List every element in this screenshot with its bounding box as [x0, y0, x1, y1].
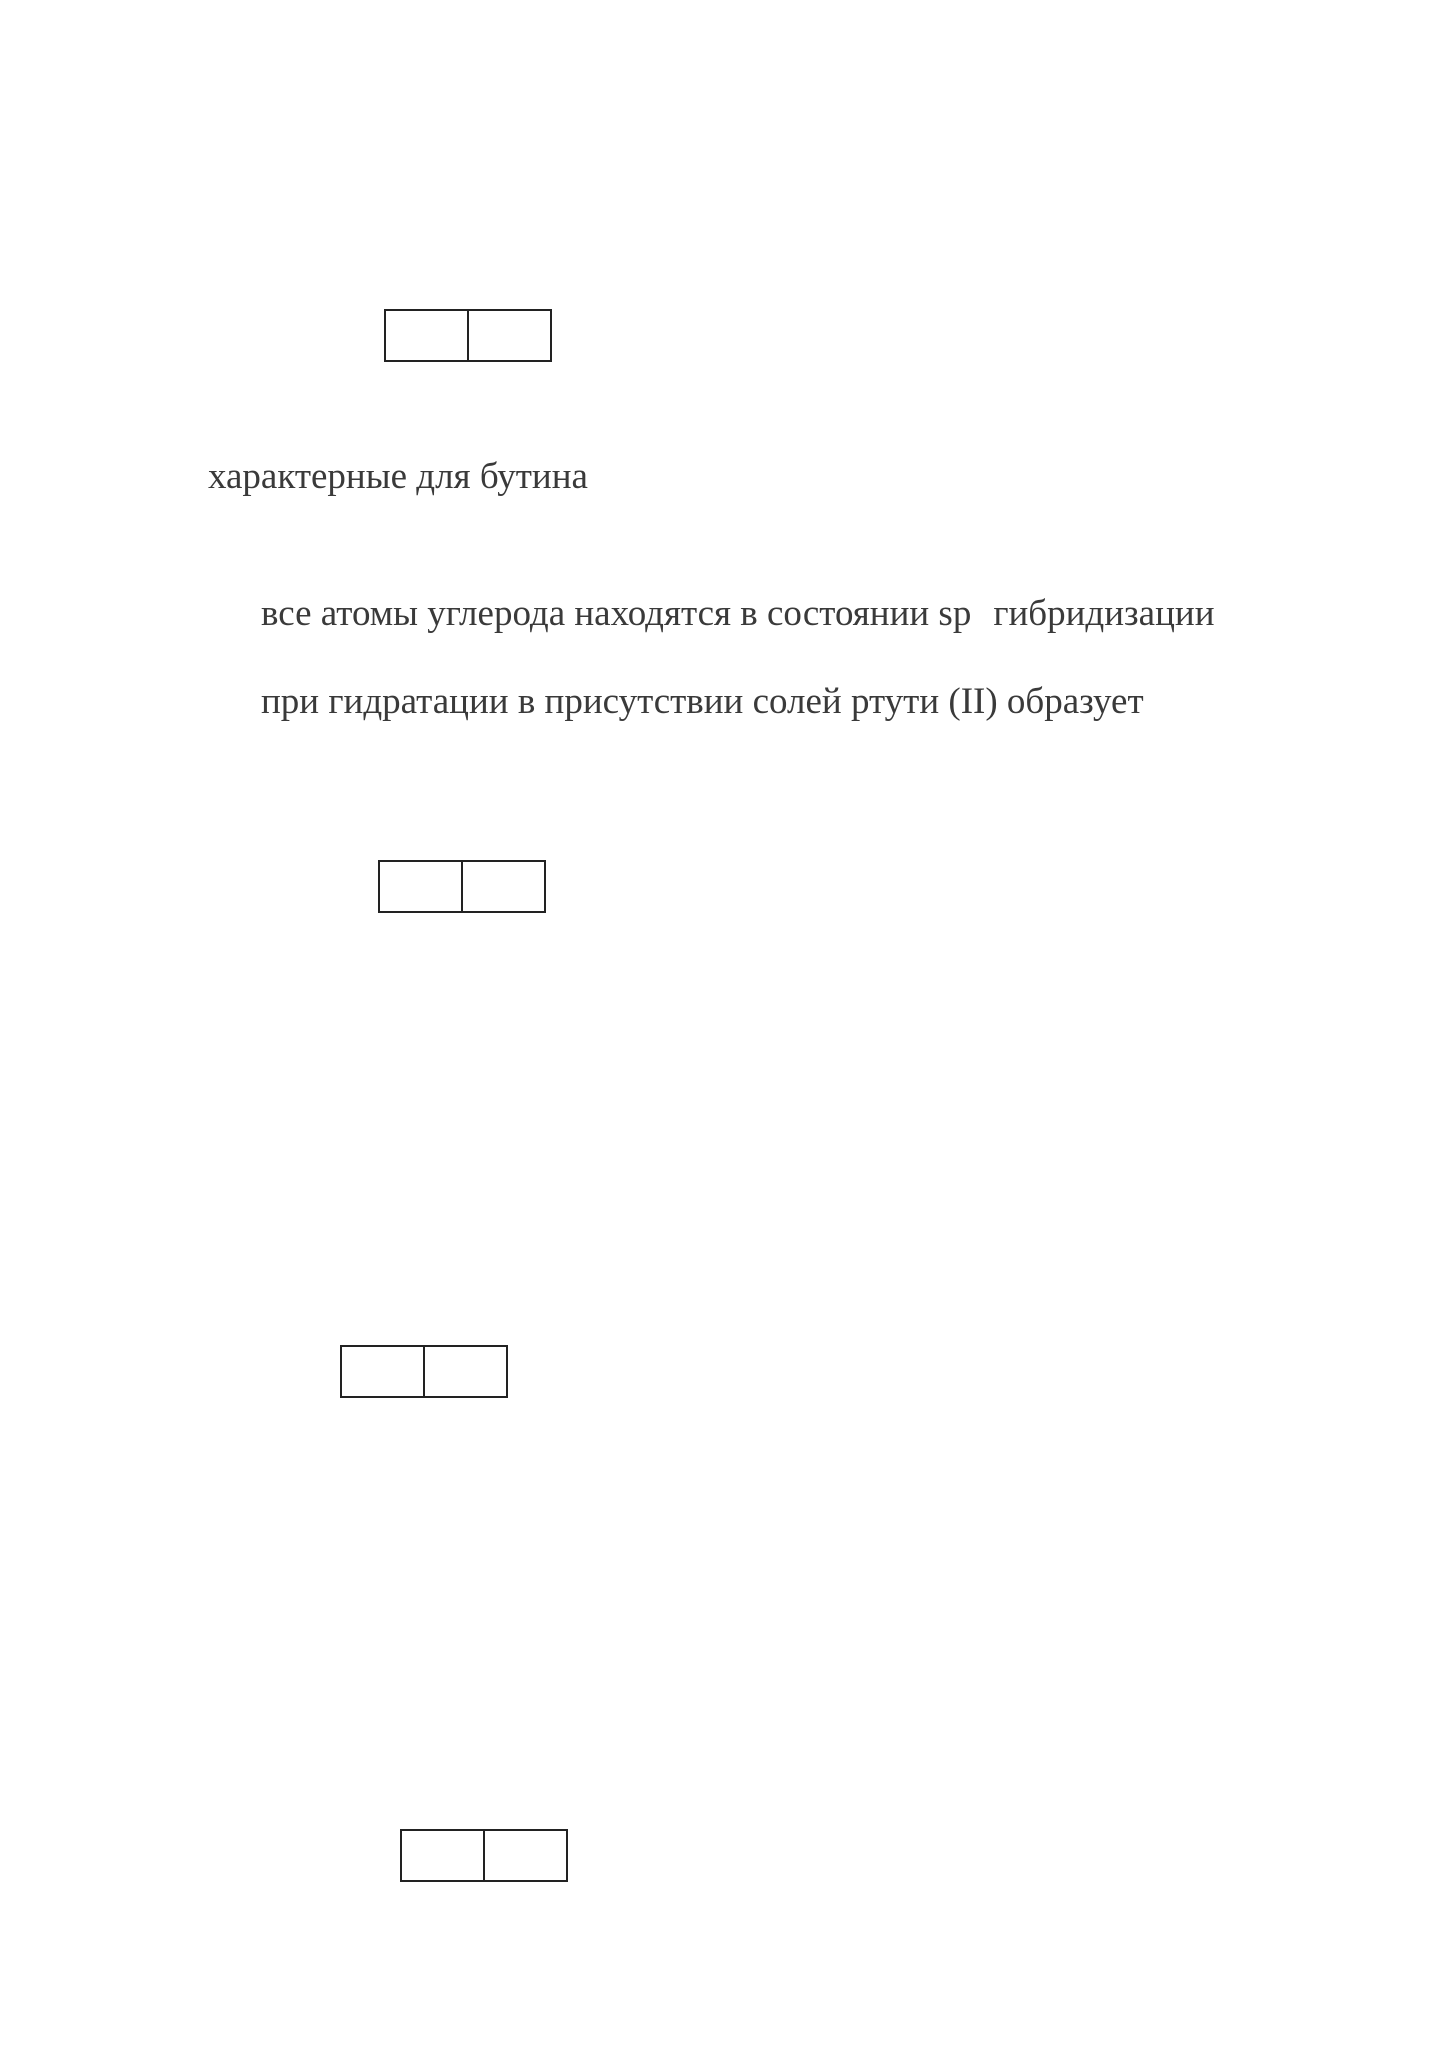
statement-2: при гидратации в присутствии солей ртути (II) образует [261, 681, 1144, 722]
answer-cell-1[interactable] [342, 1347, 423, 1396]
answer-box-2[interactable] [378, 860, 546, 913]
answer-box-4[interactable] [400, 1829, 568, 1882]
answer-cell-2[interactable] [461, 862, 544, 911]
heading-text: характерные для бутина [208, 456, 588, 497]
statement-1-part-b: гибридизации [993, 593, 1215, 634]
answer-cell-2[interactable] [467, 311, 550, 360]
answer-cell-1[interactable] [386, 311, 467, 360]
answer-cell-1[interactable] [380, 862, 461, 911]
statement-1 [261, 592, 1215, 636]
answer-box-1[interactable] [384, 309, 552, 362]
answer-cell-2[interactable] [423, 1347, 506, 1396]
statement-1-part-a: все атомы углерода находятся в состоянии sp [261, 593, 972, 634]
answer-box-3[interactable] [340, 1345, 508, 1398]
answer-cell-1[interactable] [402, 1831, 483, 1880]
answer-cell-2[interactable] [483, 1831, 566, 1880]
